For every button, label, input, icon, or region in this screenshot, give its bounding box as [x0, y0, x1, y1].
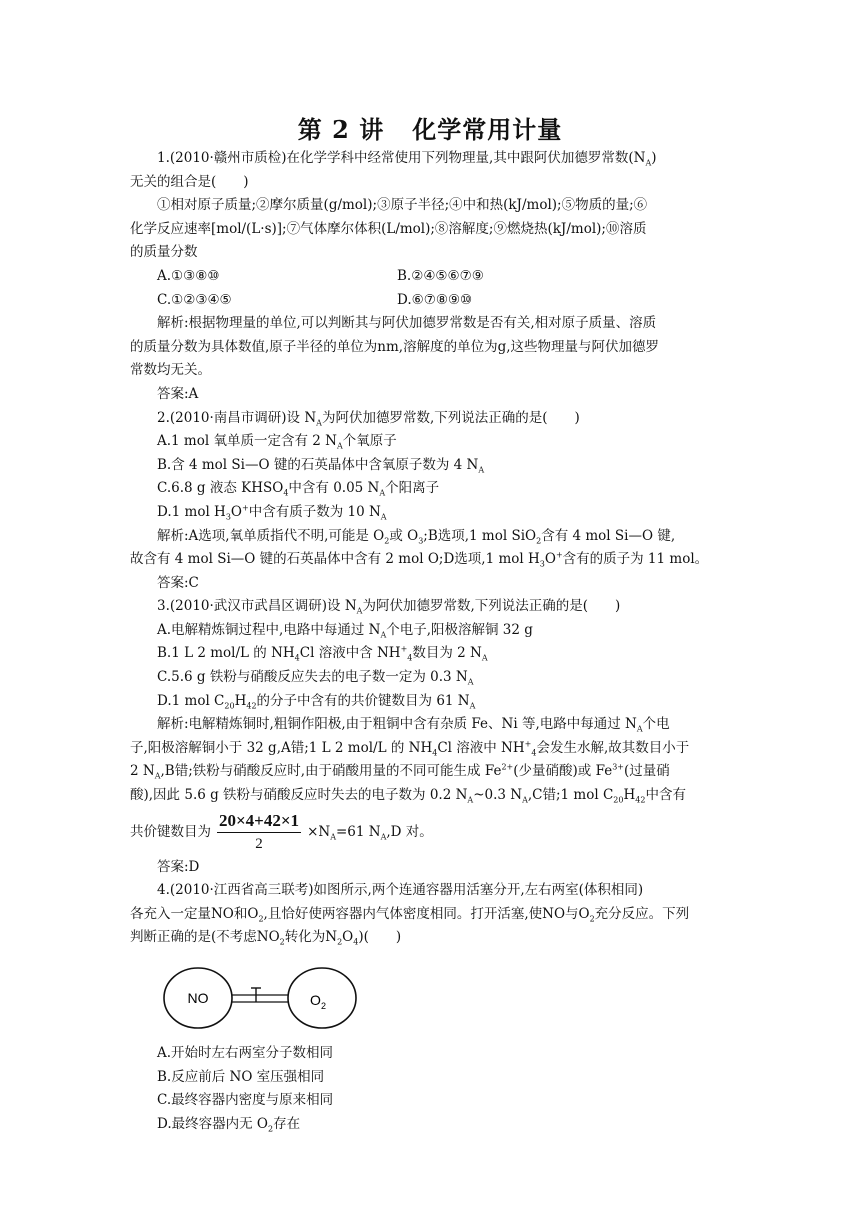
- q1-analysis-end: 常数均无关。: [130, 362, 211, 379]
- q4-stem-line2: 各充入一定量NO和$O_2$,且恰好使两容器内气体密度相同。打开活塞,使NO与$O_2$充分反应。下列: [130, 905, 690, 924]
- q1-stem-cont: 无关的组合是( ): [130, 173, 249, 190]
- q3-analysis-line2: 子,阳极溶解铜小于 32 g,A错;1 L 2 mol/L 的 $NH_4Cl$ 溶液中 $NH^+_4$会发生水解,故其数目小于: [130, 739, 690, 758]
- connected-vessels-diagram: [130, 950, 730, 1042]
- q3-option-d: D.1 mol $C_{20}H_{42}$的分子中含有的共价键数目为 61 $N_A$: [157, 692, 476, 711]
- q3-option-c: C.5.6 g 铁粉与硝酸反应失去的电子数一定为 0.3 $N_A$: [157, 669, 474, 687]
- label-no: NO: [187, 990, 209, 1006]
- q1-analysis-cont: 的质量分数为具体数值,原子半径的单位为nm,溶解度的单位为g,这些物理量与阿伏加德罗: [130, 338, 660, 355]
- option-b: B.②④⑤⑥⑦⑨: [397, 267, 484, 284]
- q1-items-end: 的质量分数: [130, 244, 198, 261]
- label-o2: $O_2$: [310, 992, 326, 1011]
- q4-option-d: D.最终容器内无 $O_2$存在: [157, 1115, 301, 1134]
- q2-option-b: B.含 4 mol Si—O 键的石英晶体中含氧原子数为 4 $N_A$: [157, 456, 485, 475]
- q1-items-cont: 化学反应速率[mol/(L·s)];⑦气体摩尔体积(L/mol);⑧溶解度;⑨燃烧热(kJ/mol);⑩溶质: [130, 220, 647, 237]
- q2-analysis-cont: 故含有 4 mol Si—O 键的石英晶体中含有 2 mol O;D选项,1 mol $H_3O^+$含有的质子为 11 mol。: [130, 550, 709, 569]
- q4-stem-line3: 判断正确的是(不考虑$NO_2$转化为$N_2O_4$)( ): [130, 929, 402, 948]
- q4-option-c: C.最终容器内密度与原来相同: [157, 1092, 334, 1109]
- q1-options-cd: [130, 289, 730, 313]
- q2-option-d: D.1 mol $H_3O^+$中含有质子数为 10 $N_A$: [157, 503, 387, 522]
- option-a: A.①③⑧⑩: [157, 267, 220, 284]
- q3-stem: 3.(2010·武汉市武昌区调研)设 $N_A$为阿伏加德罗常数,下列说法正确的是( ): [157, 598, 621, 616]
- question-2: [130, 407, 730, 596]
- q2-stem: 2.(2010·南昌市调研)设 $N_A$为阿伏加德罗常数,下列说法正确的是( ): [157, 409, 580, 428]
- q2-answer: 答案:C: [157, 574, 199, 591]
- vessel-svg: [160, 958, 360, 1038]
- q4-option-a: A.开始时左右两室分子数相同: [157, 1045, 334, 1061]
- option-c: C.①②③④⑤: [157, 291, 232, 308]
- q4-option-b: B.反应前后 NO 室压强相同: [157, 1068, 325, 1085]
- q2-option-a: A.1 mol 氧单质一定含有 2 $N_A$个氧原子: [157, 433, 397, 451]
- fraction-numerator: 20×4+42×1: [217, 810, 301, 833]
- fraction-denominator: 2: [255, 835, 263, 852]
- question-3: [130, 595, 730, 879]
- q1-items: ①相对原子质量;②摩尔质量(g/mol);③原子半径;④中和热(kJ/mol);⑤物质的量;⑥: [157, 197, 648, 214]
- q3-analysis: 解析:电解精炼铜时,粗铜作阳极,由于粗铜中含有杂质 Fe、Ni 等,电路中每通过 $N_A$个电: [157, 716, 670, 734]
- option-d: D.⑥⑦⑧⑨⑩: [397, 291, 473, 308]
- q3-analysis-line4: 酸),因此 5.6 g 铁粉与硝酸反应时失去的电子数为 0.2 $N_A\sim 0.3$ $N_A,C$错;1 mol $C_{20}H_{42}$中含有: [130, 787, 686, 805]
- fraction: [217, 810, 301, 855]
- right-vessel: [288, 968, 356, 1028]
- page-title: 第 2 讲 化学常用计量: [297, 115, 563, 144]
- q1-options-ab: [130, 265, 730, 289]
- q2-analysis: 解析:A选项,氧单质指代不明,可能是 $O_2$或 $O_3;B$选项,1 mol SiO$_2$含有 4 mol Si—O 键,: [157, 527, 676, 546]
- q3-analysis-line5: 共价键数目为 $\frac{20\times 4+42\times 1}{2}$ $\times N_A=61$ $N_A,D$ 对。: [130, 808, 730, 856]
- document-body: [130, 147, 730, 1136]
- q3-analysis-line3: 2 $N_A,B$错;铁粉与硝酸反应时,由于硝酸用量的不同可能生成 $Fe^{2+}$(少量硝酸)或 $Fe^{3+}$(过量硝: [130, 762, 670, 782]
- question-4: [130, 879, 730, 1136]
- q1-analysis: 解析:根据物理量的单位,可以判断其与阿伏加德罗常数是否有关,相对原子质量、溶质: [157, 315, 657, 332]
- q4-stem: 4.(2010·江西省高三联考)如图所示,两个连通容器用活塞分开,左右两室(体积相同): [157, 882, 644, 899]
- question-1: [130, 147, 730, 407]
- q3-answer: 答案:D: [157, 858, 200, 875]
- q1-answer: 答案:A: [157, 385, 199, 402]
- q3-option-a: A.电解精炼铜过程中,电路中每通过 $N_A$个电子,阳极溶解铜 32 g: [157, 621, 533, 640]
- q1-stem: 1.(2010·赣州市质检)在化学学科中经常使用下列物理量,其中跟阿伏加德罗常数$(N_A)$: [157, 150, 657, 168]
- q2-option-c: C.6.8 g 液态 $KHSO_4$中含有 0.05 $N_A$个阳离子: [157, 480, 440, 498]
- q3-option-b: B.1 L 2 mol/L 的 $NH_4Cl$ 溶液中含 $NH^+_4$数目为 2 $N_A$: [157, 644, 488, 664]
